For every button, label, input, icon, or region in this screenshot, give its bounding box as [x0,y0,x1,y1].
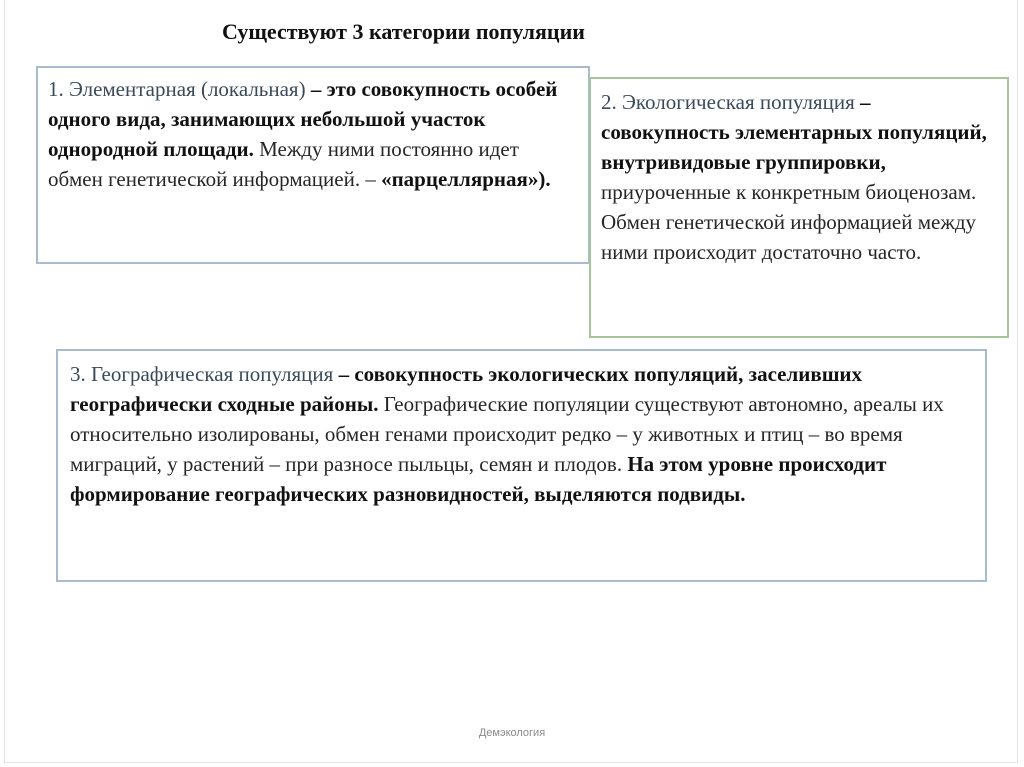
category-text-ecological [601,87,997,267]
category-definition-geographic: – совокупность экологических популяций, заселивших географически сходные районы. [70,362,863,416]
category-description-geographic: Географические популяции существуют автономно, ареалы их относительно изолированы, обмен генами происходит редко – у животных и птиц – во время миграций, у растений – при разносе пыльцы, семян и плодов. [70,392,944,476]
category-term-elementary: «парцеллярная»). [381,167,551,191]
category-definition-elementary: – это совокупность особей одного вида, занимающих небольшой участок однородной площади. [48,77,558,161]
slide-title: Существуют 3 категории популяции [222,19,585,44]
category-text-elementary [48,74,578,194]
category-text-geographic [70,359,973,509]
category-conclusion-geographic: На этом уровне происходит формирование географических разновидностей, выделяются подвиды. [70,452,887,506]
category-box-ecological [589,77,1009,338]
category-box-geographic [56,349,987,582]
category-description-elementary: Между ними постоянно идет обмен генетической информацией. – [48,137,519,191]
category-label-elementary: 1. Элементарная (локальная) [48,77,306,101]
slide-footer: Демэкология [478,727,546,739]
category-label-geographic: 3. Географическая популяция [70,362,334,386]
category-description-ecological: приуроченные к конкретным биоценозам. Обмен генетической информацией между ними происходит достаточно часто. [601,180,977,264]
category-box-elementary [36,66,590,264]
category-definition-ecological: – совокупность элементарных популяций, внутривидовые группировки, [601,90,987,174]
category-label-ecological: 2. Экологическая популяция [601,90,855,114]
